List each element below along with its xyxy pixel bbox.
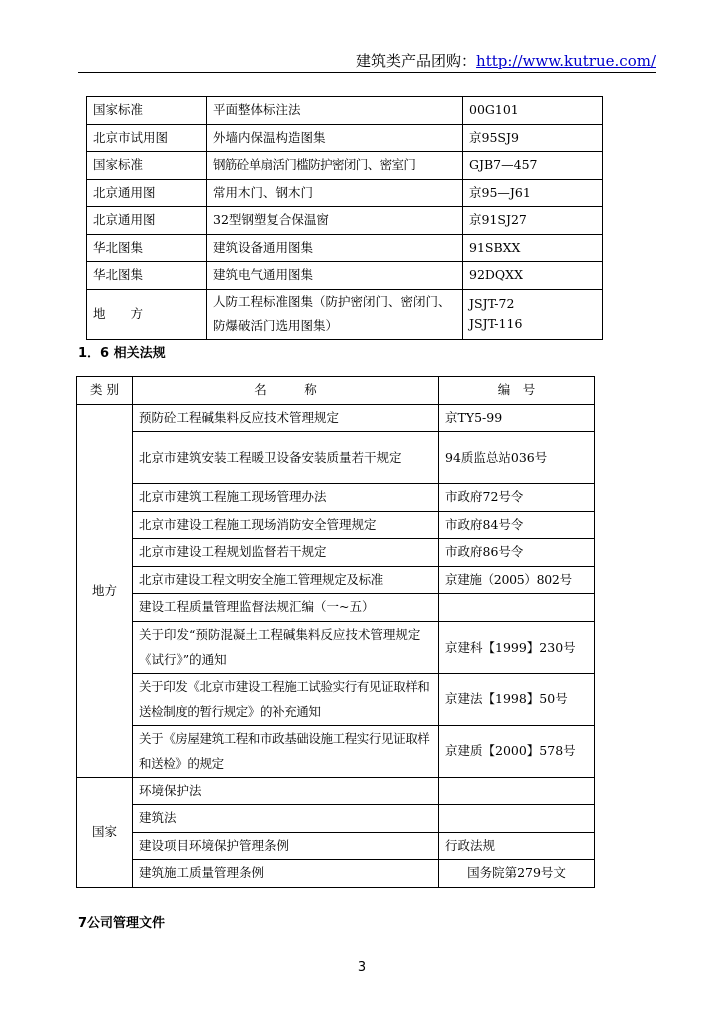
name-cell: 北京市建设工程文明安全施工管理规定及标准 [133,566,439,594]
category-cell: 北京市试用图 [87,124,207,152]
table-row [87,234,603,262]
table-row [77,432,595,484]
category-cell: 华北图集 [87,262,207,290]
code-cell: 市政府72号令 [439,484,595,512]
category-national: 国家 [77,777,133,887]
table-row [87,262,603,290]
category-cell: 国家标准 [87,152,207,180]
name-cell: 常用木门、钢木门 [207,179,463,207]
code-cell: 00G101 [463,97,603,125]
code-cell [463,289,603,339]
category-cell: 地 方 [87,289,207,339]
code-cell: 京建法【1998】50号 [439,673,595,725]
table-row [77,832,595,860]
name-cell: 外墙内保温构造图集 [207,124,463,152]
name-cell: 环境保护法 [133,777,439,805]
table-row [87,97,603,125]
table-row [87,289,603,339]
table-row [77,511,595,539]
name-cell: 建筑施工质量管理条例 [133,860,439,888]
code-cell [439,805,595,833]
name-cell: 关于印发“预防混凝土工程碱集料反应技术管理规定《试行》”的通知 [133,621,439,673]
code-cell: 市政府86号令 [439,539,595,567]
code-cell: 京TY5-99 [439,404,595,432]
header-label: 建筑类产品团购： [356,52,477,70]
table-row [77,805,595,833]
code-cell: 京建质【2000】578号 [439,725,595,777]
code-cell: 91SBXX [463,234,603,262]
header-link[interactable]: http://www.kutrue.com/ [476,52,656,70]
name-cell: 预防砼工程碱集料反应技术管理规定 [133,404,439,432]
table-header-row [77,377,595,405]
code-cell: 京建施（2005）802号 [439,566,595,594]
name-cell: 关于《房屋建筑工程和市政基础设施工程实行见证取样和送检》的规定 [133,725,439,777]
table-row [77,404,595,432]
table-row [87,152,603,180]
category-cell: 北京通用图 [87,179,207,207]
name-cell: 32型钢塑复合保温窗 [207,207,463,235]
standards-table [86,96,603,340]
table-row [87,207,603,235]
name-cell: 北京市建筑安装工程暖卫设备安装质量若干规定 [133,432,439,484]
page-number: 3 [357,960,367,975]
table-row [77,566,595,594]
name-cell: 北京市建筑工程施工现场管理办法 [133,484,439,512]
code-cell: 国务院第279号文 [439,860,595,888]
category-cell: 华北图集 [87,234,207,262]
name-cell: 北京市建设工程规划监督若干规定 [133,539,439,567]
table-row [77,484,595,512]
name-cell: 建设项目环境保护管理条例 [133,832,439,860]
name-cell: 钢筋砼单扇活门槛防护密闭门、密室门 [207,152,463,180]
code-line: JSJT-116 [469,316,523,331]
code-cell: 94质监总站036号 [439,432,595,484]
code-cell: 京91SJ27 [463,207,603,235]
table-row [77,777,595,805]
category-local: 地方 [77,404,133,777]
name-cell: 建筑电气通用图集 [207,262,463,290]
table-row [77,860,595,888]
code-cell: 市政府84号令 [439,511,595,539]
code-cell: 92DQXX [463,262,603,290]
name-cell: 人防工程标准图集（防护密闭门、密闭门、防爆破活门选用图集） [207,289,463,339]
name-cell: 关于印发《北京市建设工程施工试验实行有见证取样和送检制度的暂行规定》的补充通知 [133,673,439,725]
code-cell: 京建科【1999】230号 [439,621,595,673]
table-row [77,621,595,673]
section-heading-7: 7公司管理文件 [78,916,166,931]
header-divider [78,72,656,73]
table-row [77,673,595,725]
code-cell [439,777,595,805]
code-line: JSJT-72 [469,296,515,311]
name-cell: 北京市建设工程施工现场消防安全管理规定 [133,511,439,539]
code-cell: 京95—J61 [463,179,603,207]
header-name: 名 称 [133,377,439,405]
table-row [77,594,595,622]
code-cell [439,594,595,622]
table-row [77,539,595,567]
section-heading-1-6: 1．6 相关法规 [78,346,166,361]
code-cell: 行政法规 [439,832,595,860]
name-cell: 建筑设备通用图集 [207,234,463,262]
table-row [87,179,603,207]
name-cell: 建筑法 [133,805,439,833]
table-row [87,124,603,152]
header-code: 编 号 [439,377,595,405]
code-cell: 京95SJ9 [463,124,603,152]
name-cell: 建设工程质量管理监督法规汇编（一~五） [133,594,439,622]
page-header [78,50,656,71]
regulations-table [76,376,595,888]
category-cell: 北京通用图 [87,207,207,235]
name-cell: 平面整体标注法 [207,97,463,125]
category-cell: 国家标准 [87,97,207,125]
code-cell: GJB7—457 [463,152,603,180]
header-category: 类 别 [77,377,133,405]
table-row [77,725,595,777]
